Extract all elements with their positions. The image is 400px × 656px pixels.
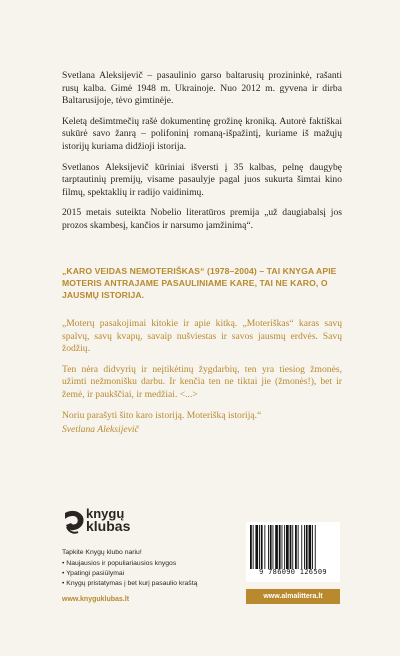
book-headline: „KARO VEIDAS NEMOTERIŠKAS“ (1978–2004) – TAI KNYGA APIE MOTERIS ANTRAJAME PASAULINIAME KARE, TAI NE KARO, O JAUSMŲ ISTORIJA. xyxy=(62,266,337,300)
barcode-bar xyxy=(304,525,305,569)
book-club-logo-icon xyxy=(62,507,86,535)
barcode-bar xyxy=(312,525,313,569)
author-bio xyxy=(62,70,342,241)
barcode-bar xyxy=(295,525,297,569)
bio-paragraph-3: Svetlanos Aleksijevič kūriniai išversti į 35 kalbas, pelnę daugybę tarptautinių premijų, visame pasaulyje pagal juos sukurta šimtai kino filmų, spektaklių ir radijo vaidinimų. xyxy=(62,161,342,198)
barcode-bar xyxy=(315,525,316,569)
barcode-bar xyxy=(259,525,260,569)
barcode-bars xyxy=(250,525,336,569)
barcode-bar xyxy=(298,525,299,569)
isbn-barcode xyxy=(246,522,340,582)
barcode-bar xyxy=(255,525,258,569)
barcode-bar xyxy=(279,525,281,569)
club-benefits-list xyxy=(62,559,222,589)
barcode-bar xyxy=(282,525,283,569)
barcode-bar xyxy=(264,525,265,569)
author-quote xyxy=(62,318,342,445)
barcode-bar xyxy=(268,525,269,569)
club-benefit-item: • Knygų pristatymas į bet kurį pasaulio kraštą xyxy=(62,579,222,589)
book-club-logo xyxy=(62,505,152,541)
logo-line-2: klubas xyxy=(86,518,131,534)
bio-paragraph-2: Keletą dešimtmečių rašė dokumentinę grožinę kroniką. Autorė faktiškai sukūrė savo žanrą – polifoninį romaną-išpažintį, kuriame iš mažųjų istorijų kuriama didžioji istorija. xyxy=(62,115,342,152)
club-benefit-item: • Naujausios ir populiariausios knygos xyxy=(62,559,222,569)
barcode-bar xyxy=(309,525,312,569)
barcode-bar xyxy=(284,525,285,569)
barcode-bar xyxy=(261,525,263,569)
barcode-bar xyxy=(290,525,292,569)
bio-paragraph-4: 2015 metais suteikta Nobelio literatūros premija „už daugiabalsį jos prozos skambesį, kančios ir narsumo įamžinimą“. xyxy=(62,207,342,231)
barcode-bar xyxy=(275,525,278,569)
bio-paragraph-1: Svetlana Aleksijevič – pasaulinio garso baltarusių prozininkė, rašanti rusų kalba. Gimė 1948 m. Ukrainoje. Nuo 2012 m. gyvena ir dirba Baltarusijoje, tėvo gimtinėje. xyxy=(62,70,342,107)
barcode-bar xyxy=(250,525,252,569)
logo-line-1: knygų xyxy=(86,506,125,521)
barcode-bar xyxy=(253,525,254,569)
isbn-number: 9 786090 126509 xyxy=(259,568,327,576)
club-url-link[interactable]: www.knyguklubas.lt xyxy=(62,596,130,603)
barcode-bar xyxy=(306,525,308,569)
club-benefit-item: • Ypatingi pasiūlymai xyxy=(62,569,222,579)
quote-paragraph-3: Noriu parašyti šito karo istoriją. Moterišką istoriją.“ xyxy=(62,409,262,421)
quote-author: Svetlana Aleksijevič xyxy=(62,424,139,436)
publisher-url-badge[interactable]: www.almalittera.lt xyxy=(246,589,340,604)
barcode-bar xyxy=(286,525,289,569)
quote-paragraph-2: Ten nėra didvyrių ir neįtikėtinų žygdarbių, ten yra tiesiog žmonės, užimti nežmonišku darbu. Ir kenčia ten ne tiktai jie (žmonės!), bet ir žemė, ir paukščiai, ir medžiai. <...> xyxy=(62,363,342,400)
barcode-bar xyxy=(273,525,274,569)
club-title: Tapkite Knygų klubo nariu! xyxy=(62,549,142,556)
barcode-bar xyxy=(270,525,272,569)
barcode-bar xyxy=(292,525,293,569)
quote-paragraph-1: „Moterų pasakojimai kitokie ir apie kitką. „Moteriškas“ karas savų spalvų, savų kvapų, savaip nušviestas ir savos jausmų erdvės. Savų žodžių. xyxy=(62,318,342,355)
barcode-bar xyxy=(301,525,302,569)
book-club-info xyxy=(62,548,222,589)
